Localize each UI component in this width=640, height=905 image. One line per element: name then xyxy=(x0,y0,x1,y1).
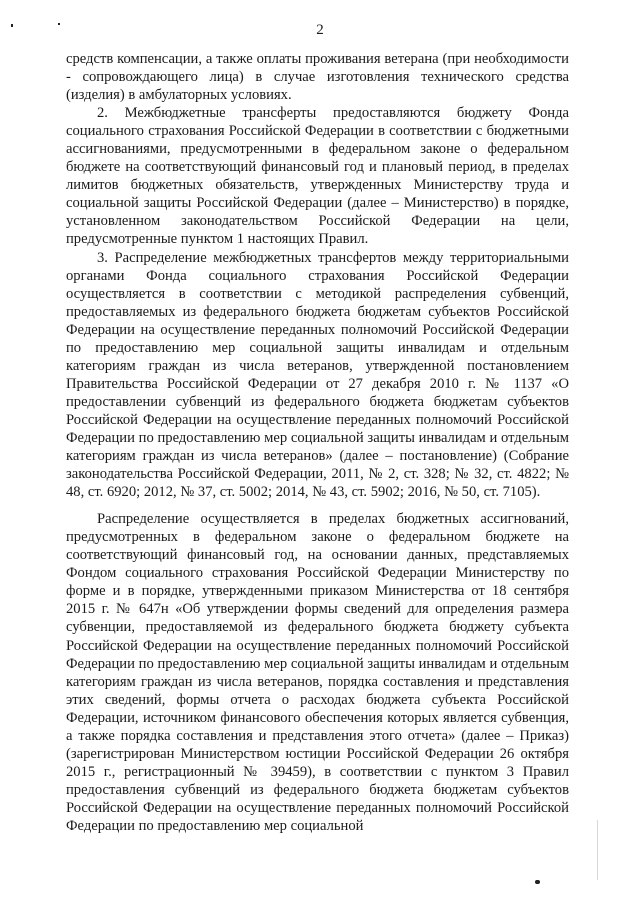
scan-speck xyxy=(535,880,540,884)
paragraph-item-2: 2. Межбюджетные трансферты предоставляются бюджету Фонда социального страхования Российской Федерации в соответствии с бюджетными ассигнованиями, предусмотренными в федеральном законе о федеральном бюджете на соответствующий финансовый год и плановый период, в пределах лимитов бюджетных обязательств, утвержденных Министерству труда и социальной защиты Российской Федерации (далее – Министерство) в порядке, установленном законодательством Российской Федерации на цели, предусмотренные пунктом 1 настоящих Правил. xyxy=(66,105,569,248)
paragraph-item-3: 3. Распределение межбюджетных трансфертов между территориальными органами Фонда социального страхования Российской Федерации осуществляется в соответствии с методикой распределения субвенций, предоставляемых из федерального бюджета бюджетам субъектов Российской Федерации на осуществление переданных полномочий Российской Федерации по предоставлению мер социальной защиты инвалидам и отдельным категориям граждан из числа ветеранов, утвержденной постановлением Правительства Российской Федерации от 27 декабря 2010 г. № 1137 «О предоставлении субвенций из федерального бюджета бюджетам субъектов Российской Федерации на осуществление переданных полномочий Российской Федерации по предоставлению мер социальной защиты инвалидам и отдельным категориям граждан из числа ветеранов» (далее – постановление) (Собрание законодательства Российской Федерации, 2011, № 2, ст. 328; № 32, ст. 4822; № 48, ст. 6920; 2012, № 37, ст. 5002; 2014, № 43, ст. 5902; 2016, № 50, ст. 7105). xyxy=(66,249,569,501)
page-number: 2 xyxy=(316,22,324,38)
paragraph-continuation: средств компенсации, а также оплаты проживания ветерана (при необходимости - сопровождающего лица) в случае изготовления технического средства (изделия) в амбулаторных условиях. xyxy=(66,51,569,104)
scan-edge-line xyxy=(597,820,598,880)
document-body xyxy=(66,50,569,835)
paragraph-distribution: Распределение осуществляется в пределах бюджетных ассигнований, предусмотренных в федеральном законе о федеральном бюджете на соответствующий финансовый год, на основании данных, представляемых Фондом социального страхования Российской Федерации Министерству по форме и в порядке, утвержденными приказом Министерства от 18 сентября 2015 г. № 647н «Об утверждении формы сведений для определения размера субвенции, предоставляемой из федерального бюджета бюджету субъекта Российской Федерации на осуществление переданных полномочий Российской Федерации по предоставлению мер социальной защиты инвалидам и отдельным категориям граждан из числа ветеранов, порядка составления и представления этих сведений, формы отчета о расходах бюджета субъекта Российской Федерации, источником финансового обеспечения которых является субвенция, а также порядка составления и представления этого отчета» (далее – Приказ) (зарегистрирован Министерством юстиции Российской Федерации 26 октября 2015 г., регистрационный № 39459), в соответствии с пунктом 3 Правил предоставления субвенций из федерального бюджета бюджетам субъектов Российской Федерации на осуществление переданных полномочий Российской Федерации по предоставлению мер социальной xyxy=(66,511,569,834)
